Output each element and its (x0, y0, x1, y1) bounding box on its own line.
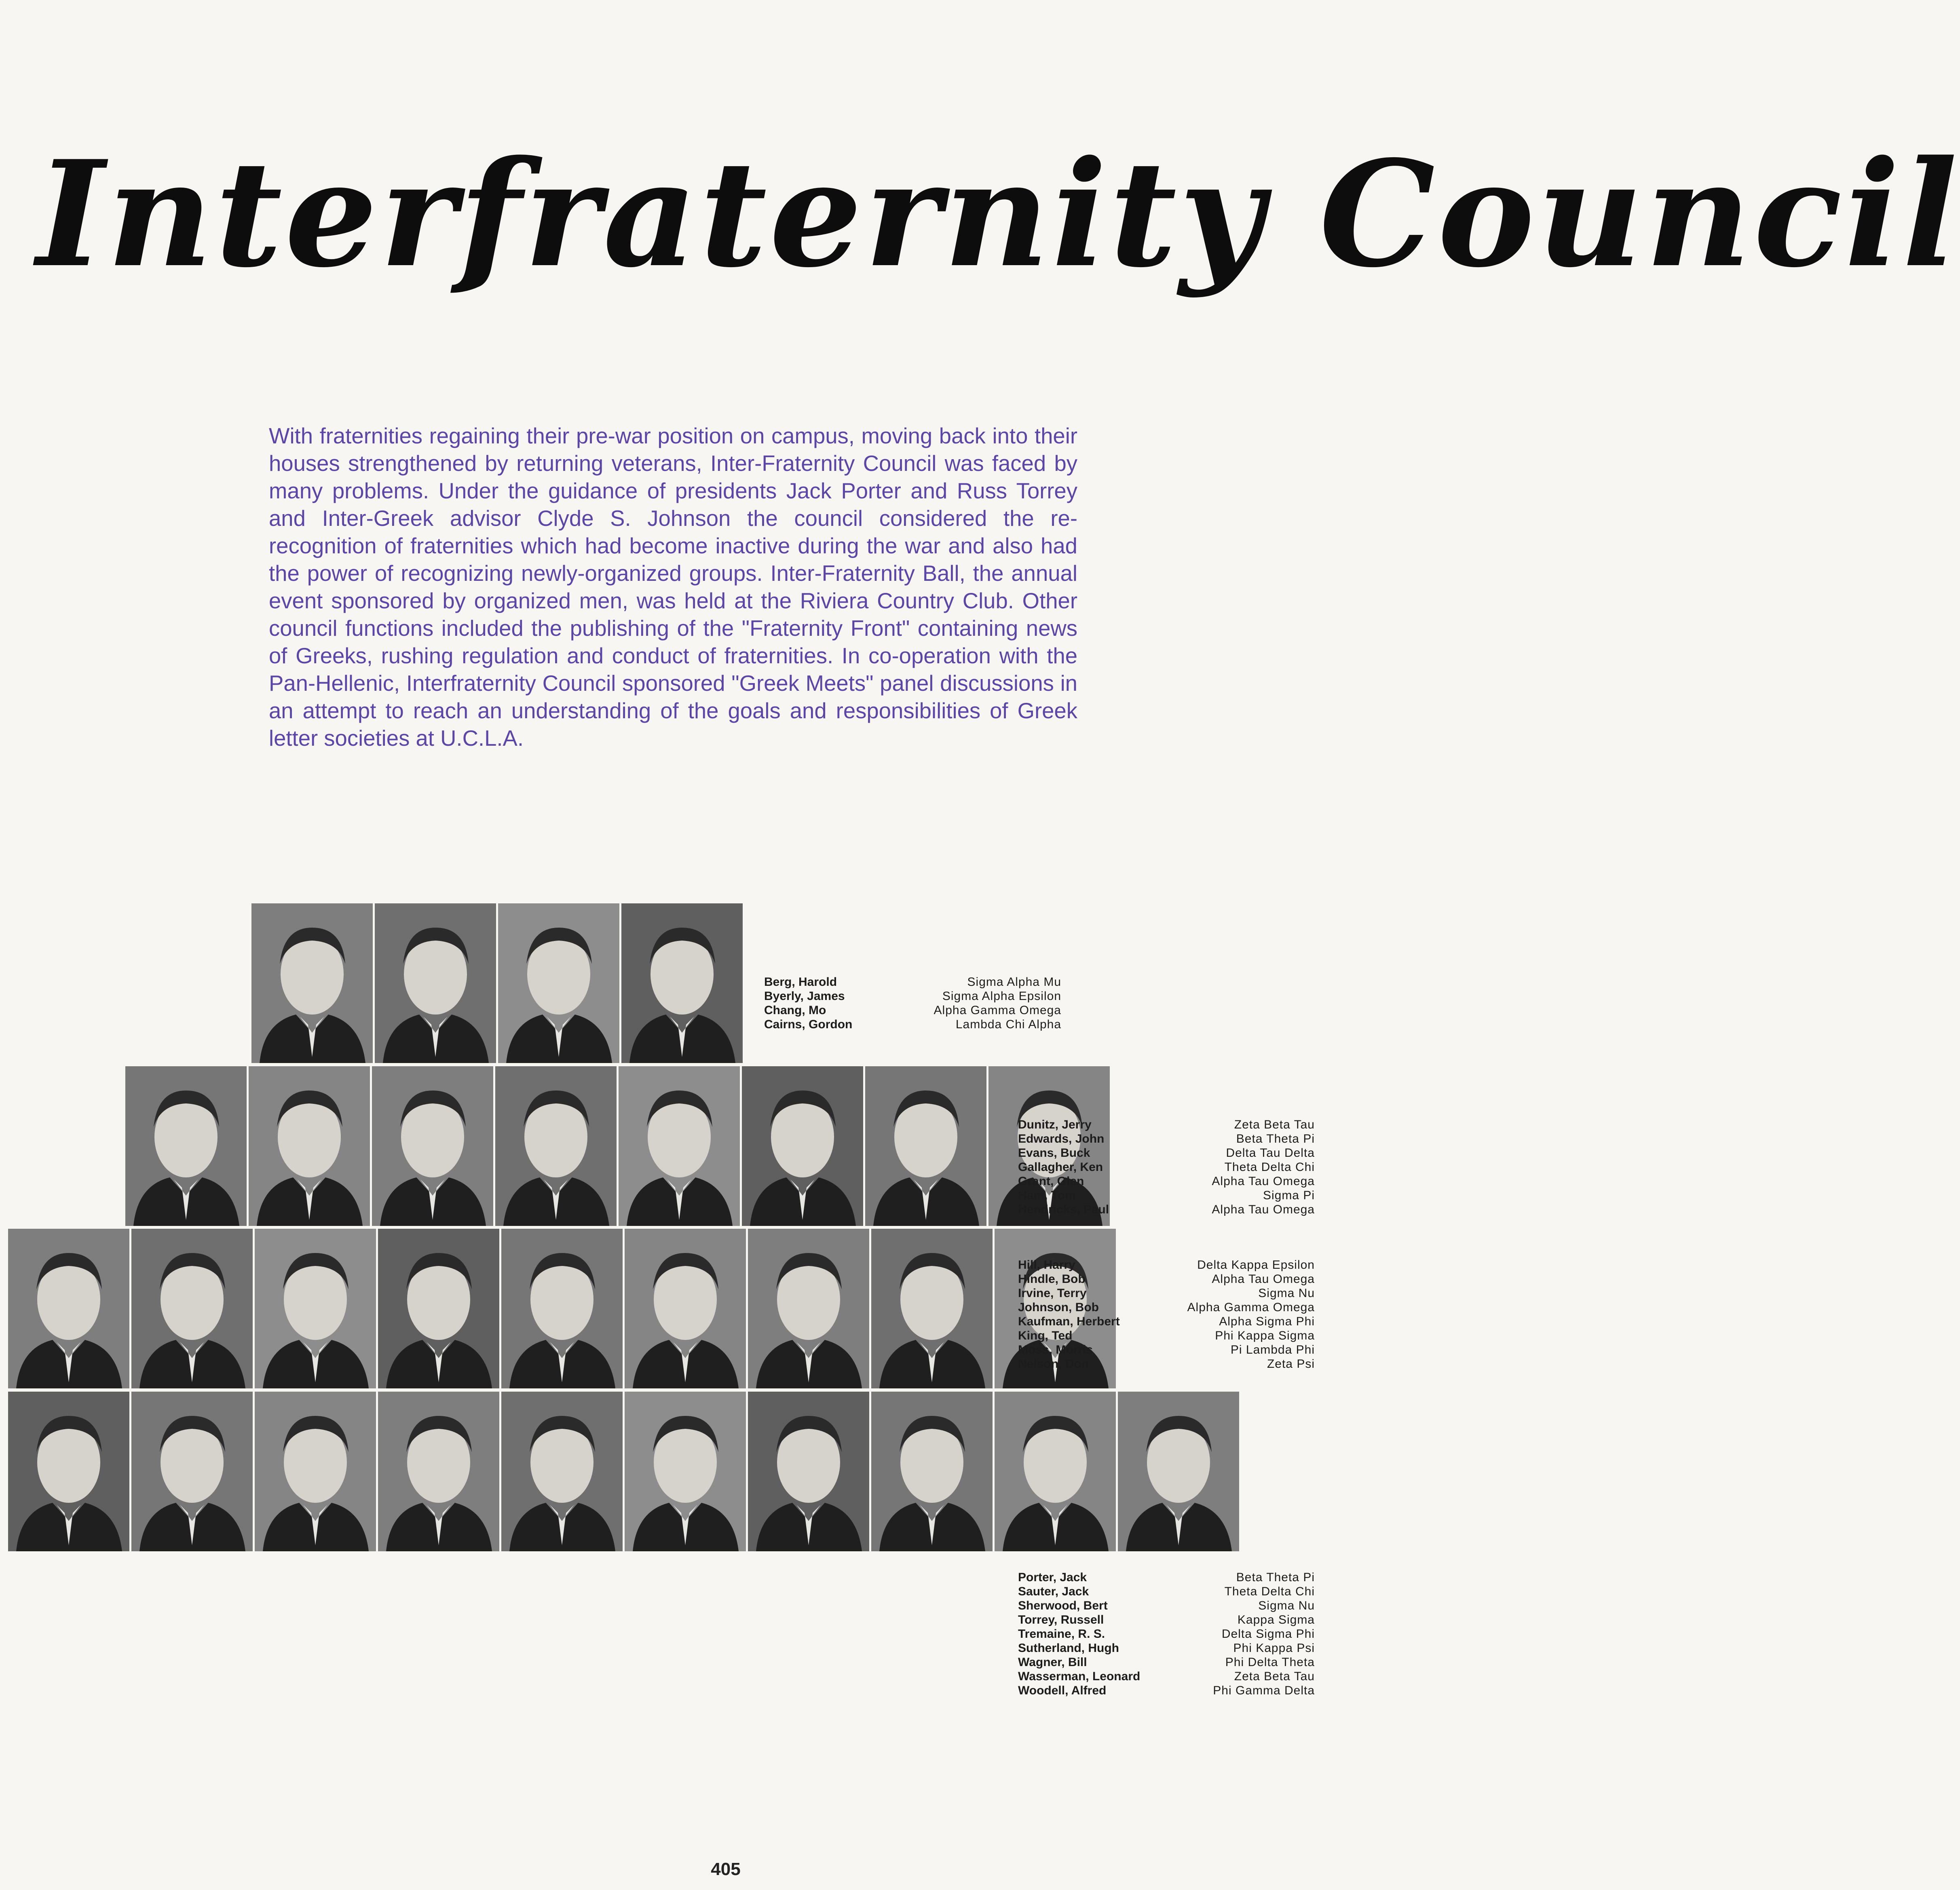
member-fraternity: Phi Gamma Delta (1213, 1684, 1315, 1697)
member-portrait (742, 1066, 863, 1226)
member-portrait (619, 1066, 740, 1226)
member-portrait (131, 1229, 253, 1388)
member-fraternity: Delta Sigma Phi (1221, 1627, 1315, 1641)
member-portrait (871, 1229, 993, 1388)
member-portrait (625, 1392, 746, 1551)
member-name: Sauter, Jack (1018, 1585, 1089, 1598)
member-portrait (625, 1229, 746, 1388)
member-portrait (125, 1066, 247, 1226)
member-portrait (255, 1229, 376, 1388)
names-group-4 (1018, 1570, 1140, 1698)
member-name: Chang, Mo (764, 1004, 826, 1017)
member-portrait (995, 1392, 1116, 1551)
member-name: King, Ted (1018, 1329, 1073, 1342)
member-portrait (255, 1392, 376, 1551)
member-portrait (8, 1392, 129, 1551)
member-portrait (249, 1066, 370, 1226)
member-name: Johnson, Bob (1018, 1301, 1099, 1314)
member-fraternity: Delta Kappa Epsilon (1197, 1258, 1315, 1272)
member-fraternity: Phi Delta Theta (1225, 1656, 1315, 1669)
member-name: Nelson, Don (1018, 1357, 1089, 1371)
member-name: Woodell, Alfred (1018, 1684, 1107, 1697)
member-fraternity: Delta Tau Delta (1226, 1146, 1315, 1160)
member-portrait (498, 903, 619, 1063)
member-name: Grant, Glen (1018, 1175, 1084, 1188)
member-portrait (1118, 1392, 1239, 1551)
member-name: Wasserman, Leonard (1018, 1670, 1141, 1683)
member-fraternity: Kappa Sigma (1237, 1613, 1315, 1626)
member-name: Gallagher, Ken (1018, 1160, 1103, 1174)
member-portrait (131, 1392, 253, 1551)
member-name: Hindle, Bob (1018, 1272, 1086, 1286)
member-fraternity: Sigma Alpha Epsilon (942, 989, 1061, 1003)
member-fraternity: Pi Lambda Phi (1230, 1343, 1315, 1356)
fraternities-group-2 (1156, 1118, 1315, 1217)
member-fraternity: Theta Delta Chi (1224, 1585, 1315, 1598)
member-fraternity: Beta Theta Pi (1236, 1571, 1315, 1584)
member-portrait (378, 1392, 499, 1551)
member-name: Wagner, Bill (1018, 1656, 1087, 1669)
member-name: Torrey, Russell (1018, 1613, 1104, 1626)
member-name: Hendricks, Paul (1018, 1203, 1109, 1216)
member-portrait (495, 1066, 617, 1226)
member-fraternity: Lambda Chi Alpha (955, 1018, 1061, 1031)
fraternities-group-1 (889, 975, 1061, 1031)
member-fraternity: Zeta Beta Tau (1234, 1670, 1315, 1683)
page-title: Interfraternity Council (36, 129, 1960, 300)
member-fraternity: Phi Kappa Sigma (1215, 1329, 1315, 1342)
member-portrait (501, 1392, 623, 1551)
member-name: Edwards, John (1018, 1132, 1105, 1145)
names-group-1 (764, 975, 852, 1031)
member-fraternity: Sigma Nu (1258, 1287, 1315, 1300)
member-fraternity: Alpha Tau Omega (1212, 1272, 1315, 1286)
member-name: Evans, Buck (1018, 1146, 1090, 1160)
member-fraternity: Sigma Nu (1258, 1599, 1315, 1612)
member-name: Irvine, Terry (1018, 1287, 1087, 1300)
member-name: Berg, Harold (764, 975, 837, 989)
member-portrait (501, 1229, 623, 1388)
member-fraternity: Alpha Gamma Omega (934, 1004, 1061, 1017)
member-name: Dunitz, Jerry (1018, 1118, 1092, 1131)
names-group-3 (1018, 1258, 1120, 1371)
member-name: Hill, Harry (1018, 1258, 1075, 1272)
member-name: Sutherland, Hugh (1018, 1641, 1119, 1655)
member-fraternity: Alpha Tau Omega (1212, 1175, 1315, 1188)
member-fraternity: Alpha Tau Omega (1212, 1203, 1315, 1216)
member-portrait (8, 1229, 129, 1388)
member-fraternity: Zeta Beta Tau (1234, 1118, 1315, 1131)
member-portrait (251, 903, 373, 1063)
member-name: Sherwood, Bert (1018, 1599, 1108, 1612)
member-portrait (375, 903, 496, 1063)
member-portrait (865, 1066, 986, 1226)
member-name: Porter, Jack (1018, 1571, 1087, 1584)
member-name: Byerly, James (764, 989, 845, 1003)
member-fraternity: Alpha Gamma Omega (1187, 1301, 1315, 1314)
member-name: Moss, Morris (1018, 1343, 1093, 1356)
names-group-2 (1018, 1118, 1109, 1217)
member-fraternity: Sigma Pi (1263, 1189, 1315, 1202)
intro-paragraph: With fraternities regaining their pre-war position on campus, moving back into their houses strengthened by returning veterans, Inter-Fraternity Council was faced by many problems. Under the guidance of presidents Jack Porter and Russ Torrey and Inter-Greek advisor Clyde S. Johnson the council considered the re-recognition of fraternities which had become inactive during the war and also had the power of recognizing newly-organized groups. Inter-Fraternity Ball, the annual event sponsored by organized men, was held at the Riviera Country Club. Other council functions included the publishing of the "Fraternity Front" containing news of Greeks, rushing regulation and conduct of fraternities. In co-operation with the Pan-Hellenic, Interfraternity Council sponsored "Greek Meets" panel discussions in an attempt to reach an understanding of the goals and responsibilities of Greek letter societies at U.C.L.A. (269, 424, 1077, 751)
member-fraternity: Theta Delta Chi (1224, 1160, 1315, 1174)
member-portrait (378, 1229, 499, 1388)
member-name: Cairns, Gordon (764, 1018, 853, 1031)
member-fraternity: Phi Kappa Psi (1233, 1641, 1315, 1655)
member-name: Tremaine, R. S. (1018, 1627, 1105, 1641)
member-portrait (871, 1392, 993, 1551)
member-name: Kaufman, Herbert (1018, 1315, 1120, 1328)
member-fraternity: Sigma Alpha Mu (967, 975, 1061, 989)
member-portrait (748, 1229, 869, 1388)
member-portrait (621, 903, 743, 1063)
page-number: 405 (711, 1859, 741, 1879)
member-fraternity: Alpha Sigma Phi (1219, 1315, 1315, 1328)
member-portrait (748, 1392, 869, 1551)
fraternities-group-4 (1164, 1570, 1315, 1698)
member-portrait (372, 1066, 493, 1226)
fraternities-group-3 (1156, 1258, 1315, 1371)
member-fraternity: Beta Theta Pi (1236, 1132, 1315, 1145)
member-name: Ham, Tom (1018, 1189, 1076, 1202)
member-fraternity: Zeta Psi (1267, 1357, 1315, 1371)
